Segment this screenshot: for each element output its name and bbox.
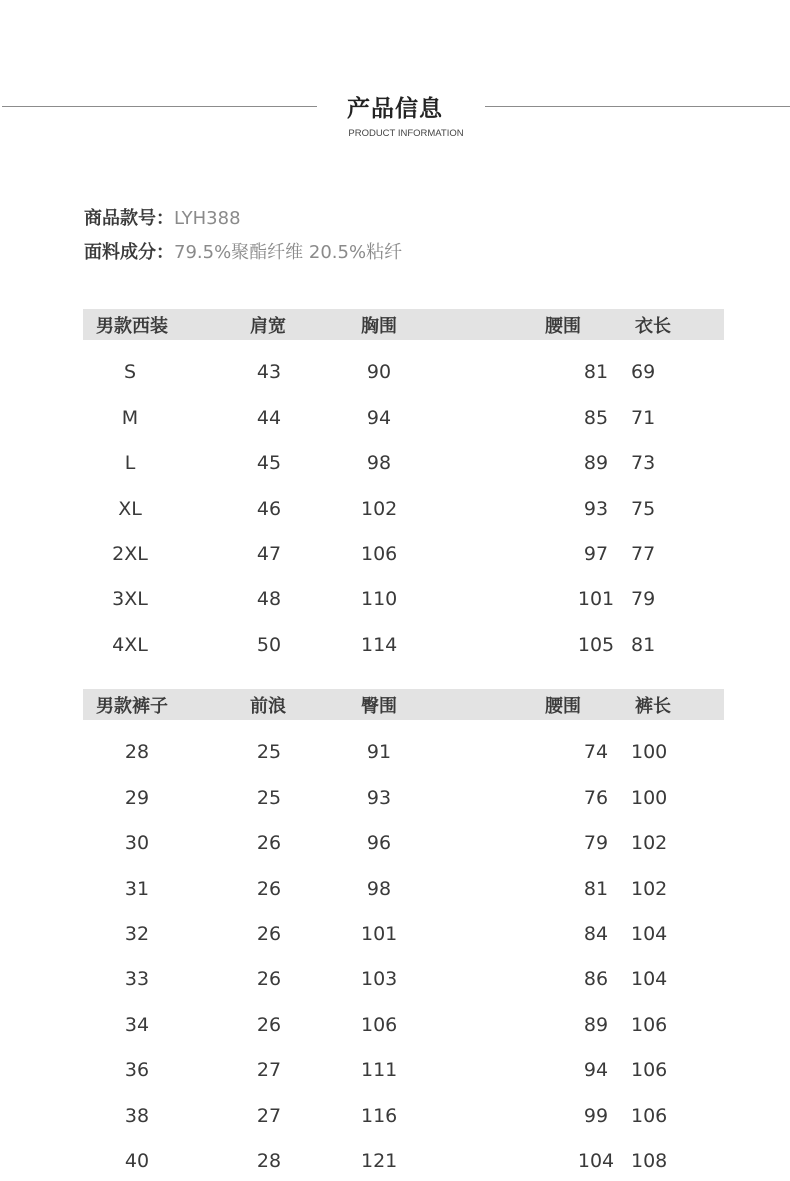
cell-value: 3XL [112,588,148,611]
cell-value: 73 [631,452,656,475]
cell-value: 94 [366,406,392,429]
cell-value: 90 [366,361,392,384]
cell-value: 97 [583,542,609,565]
cell-value: 40 [124,1149,150,1172]
cell-value: 98 [366,877,392,900]
pants-row [83,720,724,765]
pants-row-cell [178,1083,361,1128]
cell-value: 46 [256,497,282,520]
cell-value: 36 [124,1059,150,1082]
pants-row [83,765,724,810]
jacket-row-cell [178,340,361,385]
jacket-row-cell [361,340,441,385]
cell-value: 27 [256,1059,282,1082]
cell-value: 28 [124,741,150,764]
jacket-row-cell [361,612,441,657]
pants-header-cell: 男款裤子 [83,689,178,720]
pants-row-cell [178,1038,361,1083]
jacket-row-cell [361,522,441,567]
cell-value: 75 [631,497,656,520]
pants-row-cell [178,765,361,810]
cell-value: 116 [361,1104,398,1127]
pants-row-cell [361,856,441,901]
jacket-row-cell [178,612,361,657]
pants-row-cell [178,1129,361,1174]
cell-value: 111 [361,1059,398,1082]
cell-value: 94 [583,1059,609,1082]
cell-value: 100 [631,741,668,764]
jacket-row-cell [83,476,178,521]
pants-row [83,902,724,947]
cell-value: 96 [366,832,392,855]
pants-row-cell [83,1129,178,1174]
cell-value: 79 [583,832,609,855]
cell-value: 106 [631,1013,668,1036]
pants-row-cell [361,947,441,992]
cell-value: 50 [256,633,282,656]
cell-value: 38 [124,1104,150,1127]
cell-value: 104 [577,1149,615,1172]
pants-row-cell [83,720,178,765]
jacket-row-cell [361,567,441,612]
cell-value: L [124,452,136,475]
cell-value: 26 [256,877,282,900]
pants-header-cell: 裤长 [631,689,724,720]
cell-value: 79 [631,588,656,611]
pants-row-cell [83,947,178,992]
pants-row-cell [441,720,631,765]
pants-row-cell [441,765,631,810]
cell-value: 99 [583,1104,609,1127]
cell-value: 26 [256,968,282,991]
pants-row [83,992,724,1037]
jacket-row-cell [361,476,441,521]
pants-row-cell [441,1038,631,1083]
cell-value: 91 [366,741,392,764]
pants-header-cell: 臀围 [361,689,441,720]
jacket-header-cell: 男款西装 [83,309,178,340]
jacket-row [83,612,724,657]
pants-header-cell: 腰围 [441,689,631,720]
pants-row [83,811,724,856]
product-code-value: LYH388 [174,208,241,229]
pants-row [83,856,724,901]
cell-value: 31 [124,877,150,900]
pants-row [83,947,724,992]
cell-value: 101 [361,922,398,945]
jacket-row-cell [441,340,631,385]
pants-row-cell [441,811,631,856]
jacket-size-table [83,309,724,658]
jacket-row-cell [441,431,631,476]
cell-value: 47 [256,542,282,565]
jacket-header-cell: 腰围 [441,309,631,340]
cell-value: 103 [361,968,398,991]
pants-row-cell [361,992,441,1037]
cell-value: 81 [583,877,609,900]
pants-row-cell [83,811,178,856]
pants-row-cell [178,720,361,765]
cell-value: 102 [361,497,398,520]
jacket-row-cell [361,431,441,476]
pants-row-cell [178,902,361,947]
pants-row-cell [83,765,178,810]
cell-value: 85 [583,406,609,429]
pants-size-table [83,689,724,1174]
jacket-row-cell [83,522,178,567]
cell-value: 89 [583,1013,609,1036]
pants-row-cell [441,1083,631,1128]
cell-value: 45 [256,452,282,475]
cell-value: 106 [361,542,398,565]
cell-value: 32 [124,922,150,945]
cell-value: 2XL [112,542,148,565]
cell-value: 44 [256,406,282,429]
jacket-row-cell [441,612,631,657]
pants-row-cell [83,902,178,947]
pants-row-cell [441,902,631,947]
cell-value: 89 [583,452,609,475]
material-line [84,241,402,265]
cell-value: 26 [256,1013,282,1036]
cell-value: 100 [631,786,668,809]
pants-row-cell [361,811,441,856]
cell-value: S [123,361,137,384]
pants-row-cell [361,720,441,765]
product-code-label: 商品款号： [84,208,174,229]
cell-value: 27 [256,1104,282,1127]
cell-value: 102 [631,877,668,900]
cell-value: 81 [583,361,609,384]
pants-row-cell [83,1038,178,1083]
jacket-row-cell [83,340,178,385]
cell-value: 77 [631,542,656,565]
pants-row-cell [178,856,361,901]
cell-value: 93 [583,497,609,520]
cell-value: 121 [361,1149,398,1172]
cell-value: 26 [256,922,282,945]
cell-value: 76 [583,786,609,809]
jacket-row-cell [178,431,361,476]
pants-header-cell: 前浪 [178,689,361,720]
jacket-row-cell [178,476,361,521]
pants-row-cell [361,1038,441,1083]
jacket-row [83,522,724,567]
cell-value: 25 [256,741,282,764]
pants-row-cell [361,765,441,810]
cell-value: 74 [583,741,609,764]
cell-value: 110 [361,588,398,611]
cell-value: 101 [577,588,615,611]
jacket-row-cell [441,476,631,521]
cell-value: 81 [631,633,656,656]
pants-row-cell [441,992,631,1037]
pants-row [83,1038,724,1083]
pants-row-cell [83,856,178,901]
jacket-row-cell [178,567,361,612]
cell-value: 34 [124,1013,150,1036]
cell-value: 69 [631,361,656,384]
cell-value: 104 [631,922,668,945]
cell-value: 114 [361,633,398,656]
cell-value: 93 [366,786,392,809]
cell-value: 33 [124,968,150,991]
cell-value: 102 [631,832,668,855]
cell-value: 98 [366,452,392,475]
jacket-row [83,431,724,476]
cell-value: 71 [631,406,656,429]
pants-row-cell [361,1083,441,1128]
jacket-row-cell [83,431,178,476]
pants-row-cell [178,992,361,1037]
cell-value: 4XL [112,633,148,656]
jacket-header-row [83,309,724,340]
pants-row-cell [83,992,178,1037]
cell-value: 43 [256,361,282,384]
pants-header-row [83,689,724,720]
jacket-header-cell: 肩宽 [178,309,361,340]
pants-row-cell [441,947,631,992]
jacket-header-cell: 衣长 [631,309,724,340]
material-label: 面料成分： [84,242,174,263]
cell-value: 30 [124,832,150,855]
pants-row-cell [441,1129,631,1174]
cell-value: 86 [583,968,609,991]
jacket-row-cell [83,385,178,430]
jacket-row-cell [441,567,631,612]
cell-value: 26 [256,832,282,855]
cell-value: 106 [361,1013,398,1036]
cell-value: 29 [124,786,150,809]
pants-row-cell [441,856,631,901]
pants-row-cell [361,1129,441,1174]
jacket-row-cell [83,612,178,657]
cell-value: 106 [631,1059,668,1082]
jacket-row [83,340,724,385]
cell-value: 84 [583,922,609,945]
jacket-row-cell [441,385,631,430]
cell-value: XL [118,497,142,520]
pants-row [83,1129,724,1174]
cell-value: 48 [256,588,282,611]
jacket-header-cell: 胸围 [361,309,441,340]
jacket-row-cell [83,567,178,612]
material-value: 79.5%聚酯纤维 20.5%粘纤 [174,242,403,263]
product-code-line [84,207,241,231]
jacket-row [83,476,724,521]
pants-row-cell [178,947,361,992]
section-subtitle: PRODUCT INFORMATION [348,128,464,139]
pants-row [83,1083,724,1128]
cell-value: 108 [631,1149,668,1172]
cell-value: 28 [256,1149,282,1172]
jacket-row-cell [178,385,361,430]
pants-row-cell [361,902,441,947]
section-title: 产品信息 [347,96,443,122]
pants-row-cell [178,811,361,856]
cell-value: 106 [631,1104,668,1127]
jacket-row-cell [441,522,631,567]
jacket-row-cell [361,385,441,430]
jacket-row-cell [178,522,361,567]
jacket-row [83,385,724,430]
cell-value: 25 [256,786,282,809]
jacket-row [83,567,724,612]
pants-row-cell [83,1083,178,1128]
cell-value: 104 [631,968,668,991]
cell-value: M [121,406,139,429]
cell-value: 105 [577,633,615,656]
